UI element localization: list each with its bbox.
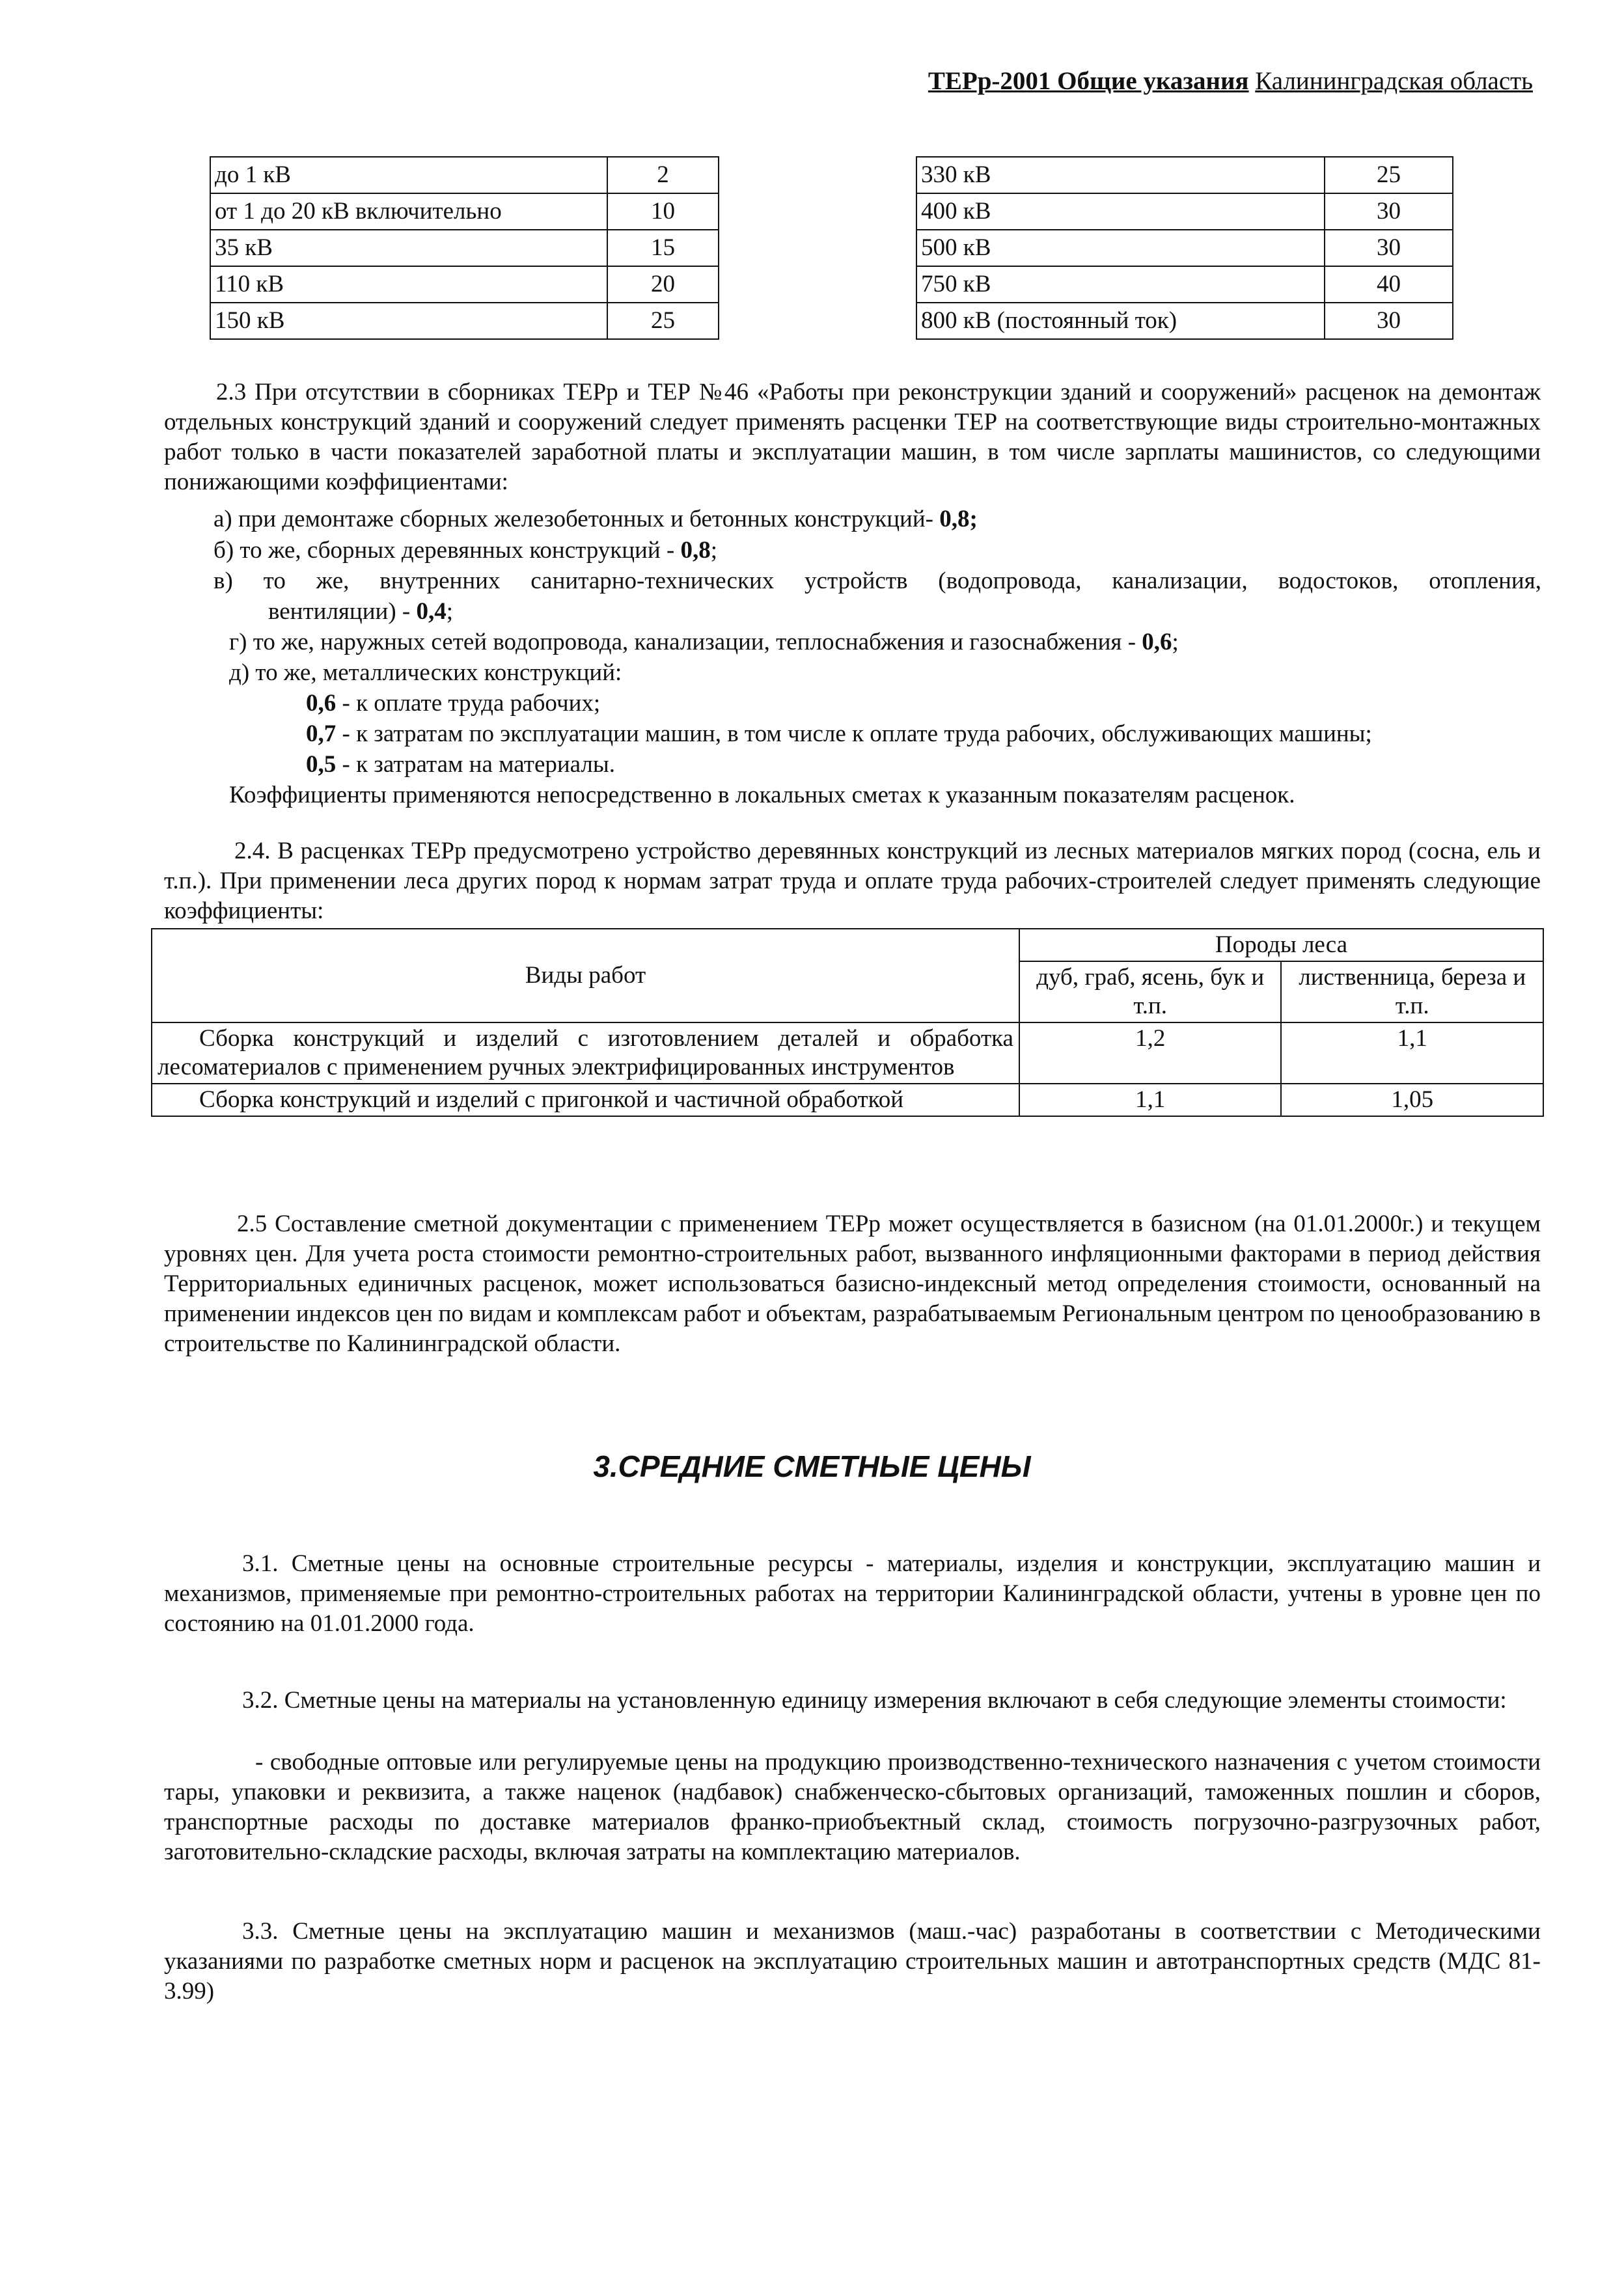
table-row [210,230,719,266]
voltage-table-left [210,156,719,340]
coef-subitem-labor [306,689,600,719]
voltage-value: 20 [607,266,719,303]
coef-item-text: г) то же, наружных сетей водопровода, канализации, теплоснабжения и газоснабжения - [229,629,1136,655]
page-header [928,66,1533,96]
paragraph-2-5: 2.5 Составление сметной документации с применением ТЕРр может осуществляется в базисном (на 01.01.2000г.) и текущем уровнях цен. Для учета роста стоимости ремонтно-строительных работ, вызванного инфляционными факторами в период действия Территориальных единичных расценок, может использоваться базисно-индексный метод определения стоимости, основанный на применении индексов цен по видам и комплексам работ и объектам, разрабатываемым Региональным центром по ценообразованию в строительстве по Калининградской области. [164,1211,1541,1357]
work-type-cell: Сборка конструкций и изделий с пригонкой и частичной обработкой [152,1084,1019,1116]
table-row [916,266,1453,303]
table-row [152,1084,1543,1116]
voltage-value: 40 [1325,266,1453,303]
voltage-value: 15 [607,230,719,266]
paragraph-2-4: 2.4. В расценках ТЕРр предусмотрено устройство деревянных конструкций из лесных материалов мягких пород (сосна, ель и т.п.). При применении леса других пород к нормам затрат труда и оплате труда рабочих-строителей следует применять следующие коэффициенты: [164,838,1541,924]
table-row [916,303,1453,339]
table-row [210,193,719,230]
coef-item-v-line1: в) то же, внутренних санитарно-технических устройств (водопровода, канализации, водостоков, отопления, [213,568,1541,594]
coef-item-text: - к оплате труда рабочих; [336,690,601,717]
voltage-value: 30 [1325,303,1453,339]
col-header-wood-group: Породы леса [1019,929,1543,961]
voltage-name: 400 кВ [916,193,1325,230]
coef-item-tail: ; [446,598,454,625]
work-type-cell: Сборка конструкций и изделий с изготовлением деталей и обработка лесоматериалов с применением ручных электрифицированных инструментов [152,1022,1019,1084]
coef-item-text: - к затратам на материалы. [336,751,615,778]
table-row [152,1022,1543,1084]
table-row [916,230,1453,266]
voltage-name: 500 кВ [916,230,1325,266]
coef-item-b [213,536,717,566]
col-header-oak: дуб, граб, ясень, бук и т.п. [1019,961,1282,1022]
voltage-value: 25 [1325,157,1453,193]
voltage-name: 750 кВ [916,266,1325,303]
table-row [916,157,1453,193]
coef-item-g [229,627,1179,657]
coef-value: 0,6 [306,690,337,717]
table-header-row [152,929,1543,961]
coef-item-text: б) то же, сборных деревянных конструкций - [213,537,675,564]
coef-item-text: а) при демонтаже сборных железобетонных и бетонных конструкций- [213,506,933,532]
oak-coef-cell: 1,2 [1019,1022,1282,1084]
oak-coef-cell: 1,1 [1019,1084,1282,1116]
paragraph-3-1: 3.1. Сметные цены на основные строительные ресурсы - материалы, изделия и конструкции, эксплуатацию машин и механизмов, применяемые при ремонтно-строительных работах на территории Калининградской области, учтены в уровне цен по состоянию на 01.01.2000 года. [164,1550,1541,1637]
coef-item-a [213,504,978,534]
voltage-name: 110 кВ [210,266,607,303]
paragraph-3-3: 3.3. Сметные цены на эксплуатацию машин и механизмов (маш.-час) разработаны в соответствии с Методическими указаниями по разработке сметных норм и расценок на эксплуатацию строительных машин и автотранспортных средств (МДС 81-3.99) [164,1918,1541,2005]
document-code: ТЕРр-2001 Общие указания [928,67,1249,95]
table-row [210,303,719,339]
table-row [210,266,719,303]
voltage-name: 330 кВ [916,157,1325,193]
voltage-table-right [916,156,1453,340]
paragraph-3-2-item: - свободные оптовые или регулируемые цены на продукцию производственно-технического назначения с учетом стоимости тары, упаковки и реквизита, а также наценок (надбавок) снабженческо-сбытовых организаций, таможенных пошлин и сборов, транспортные расходы по доставке материалов франко-приобъектный склад, стоимость погрузочно-разгрузочных работ, заготовительно-складские расходы, включая затраты на комплектацию материалов. [164,1749,1541,1865]
voltage-name: от 1 до 20 кВ включительно [210,193,607,230]
table-row [210,157,719,193]
coef-item-text: вентиляции) - [268,598,411,625]
col-header-larch: лиственница, береза и т.п. [1281,961,1543,1022]
voltage-value: 30 [1325,230,1453,266]
coef-value: 0,5 [306,751,337,778]
coef-item-d: д) то же, металлических конструкций: [229,659,622,686]
document-region: Калининградская область [1255,67,1533,95]
section-title: 3.СРЕДНИЕ СМЕТНЫЕ ЦЕНЫ [593,1449,1031,1483]
larch-coef-cell: 1,1 [1281,1022,1543,1084]
coef-value: 0,7 [306,720,337,747]
larch-coef-cell: 1,05 [1281,1084,1543,1116]
voltage-name: 35 кВ [210,230,607,266]
voltage-name: до 1 кВ [210,157,607,193]
voltage-name: 800 кВ (постоянный ток) [916,303,1325,339]
coef-value: 0,8; [939,506,978,532]
coef-value: 0,8 [680,537,711,564]
voltage-value: 25 [607,303,719,339]
coef-item-v-line2 [268,597,453,627]
coef-value: 0,4 [416,598,447,625]
coef-item-tail: ; [1172,629,1179,655]
table-row [916,193,1453,230]
voltage-value: 30 [1325,193,1453,230]
voltage-name: 150 кВ [210,303,607,339]
paragraph-3-2: 3.2. Сметные цены на материалы на установленную единицу измерения включают в себя следующие элементы стоимости: [242,1687,1507,1714]
coef-value: 0,6 [1142,629,1172,655]
voltage-value: 10 [607,193,719,230]
paragraph-2-3: 2.3 При отсутствии в сборниках ТЕРр и ТЕР №46 «Работы при реконструкции зданий и сооружений» расценок на демонтаж отдельных конструкций зданий и сооружений следует применять расценки ТЕР на соответствующие виды строительно-монтажных работ только в части показателей заработной платы и эксплуатации машин, в том числе зарплаты машинистов, со следующими понижающими коэффициентами: [164,379,1541,495]
coef-subitem-machines [306,719,1372,749]
coef-item-tail: ; [710,537,718,564]
voltage-value: 2 [607,157,719,193]
coef-note: Коэффициенты применяются непосредственно в локальных сметах к указанным показателям расценок. [229,782,1295,808]
wood-coefficients-table [151,928,1544,1117]
col-header-work: Виды работ [152,929,1019,1022]
coef-item-text: - к затратам по эксплуатации машин, в том числе к оплате труда рабочих, обслуживающих машины; [336,720,1372,747]
coef-subitem-materials [306,750,615,780]
